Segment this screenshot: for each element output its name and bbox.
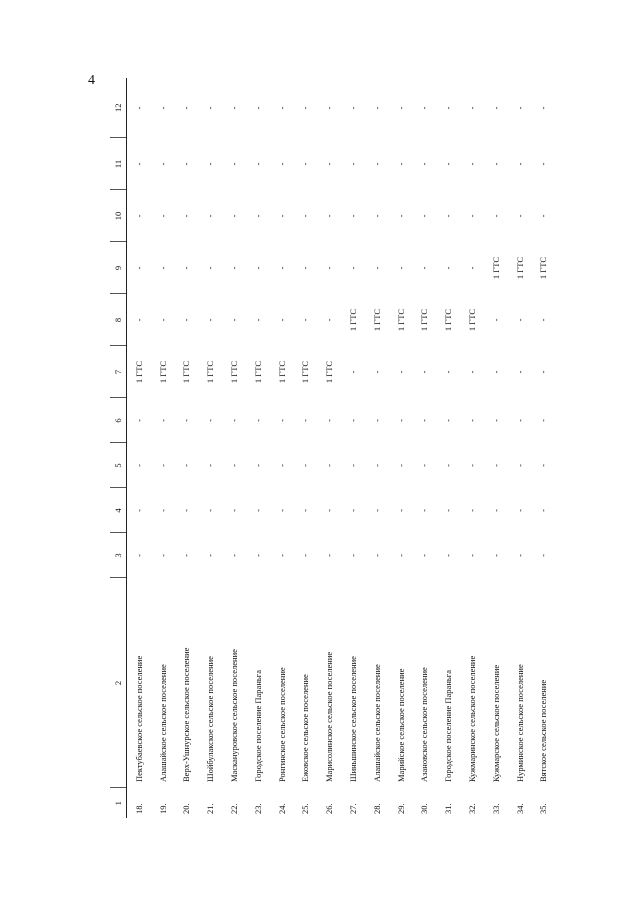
row-number: 32. (467, 803, 478, 814)
cell-value: - (490, 106, 501, 110)
cell-value: - (252, 509, 263, 512)
settlement-name: Марийское сельское поселение (395, 668, 406, 782)
cell-value: - (324, 554, 335, 557)
cell-value: - (467, 509, 478, 512)
cell-value: - (348, 214, 359, 218)
cell-value: - (443, 554, 454, 557)
table-row (341, 78, 365, 818)
cell-value: - (467, 162, 478, 166)
table-row (532, 78, 556, 818)
cell-value: - (300, 106, 311, 110)
cell-value: - (371, 464, 382, 467)
cell-value: - (133, 509, 144, 512)
cell-value: - (443, 370, 454, 374)
cell-value: 1 ГТС (229, 360, 240, 384)
cell-value: - (467, 106, 478, 110)
cell-value: - (205, 554, 216, 557)
column-header-9: 9 (110, 242, 127, 294)
cell-value: - (181, 509, 192, 512)
cell-value: 1 ГТС (276, 360, 287, 384)
page-number: 4 (88, 73, 95, 88)
cell-value: - (324, 419, 335, 422)
cell-value: - (395, 370, 406, 374)
cell-value: - (490, 554, 501, 557)
cell-value: - (395, 214, 406, 218)
table-row (508, 78, 532, 818)
cell-value: 1 ГТС (514, 256, 525, 280)
cell-value: - (538, 318, 549, 322)
column-header-6: 6 (110, 398, 127, 443)
cell-value: 1 ГТС (300, 360, 311, 384)
cell-value: - (181, 419, 192, 422)
rotated-table-container (110, 78, 580, 818)
cell-value: - (300, 554, 311, 557)
cell-value: - (133, 214, 144, 218)
cell-value: 1 ГТС (371, 308, 382, 332)
settlement-name: Марисолинское сельское поселение (324, 651, 335, 782)
cell-value: - (181, 464, 192, 467)
cell-value: - (348, 419, 359, 422)
cell-value: - (443, 162, 454, 166)
table-row (413, 78, 437, 818)
cell-value: 1 ГТС (467, 308, 478, 332)
settlement-name: Ронгинское сельское поселение (276, 667, 287, 782)
cell-value: - (443, 464, 454, 467)
cell-value: - (133, 464, 144, 467)
cell-value: - (205, 214, 216, 218)
cell-value: - (467, 554, 478, 557)
cell-value: - (181, 106, 192, 110)
settlement-name: Кужмаринское сельское поселение (467, 655, 478, 782)
cell-value: - (133, 162, 144, 166)
cell-value: - (419, 214, 430, 218)
cell-value: - (205, 464, 216, 467)
column-header-2: 2 (110, 578, 127, 788)
cell-value: - (157, 464, 168, 467)
cell-value: - (371, 419, 382, 422)
cell-value: - (395, 162, 406, 166)
cell-value: - (538, 419, 549, 422)
cell-value: - (467, 370, 478, 374)
cell-value: - (157, 214, 168, 218)
cell-value: - (443, 106, 454, 110)
settlement-name: Шиньшинское сельское поселение (348, 656, 359, 782)
cell-value: - (419, 464, 430, 467)
cell-value: - (348, 554, 359, 557)
table-row (222, 78, 246, 818)
column-header-7: 7 (110, 346, 127, 398)
table-row (460, 78, 484, 818)
cell-value: - (205, 509, 216, 512)
cell-value: - (514, 318, 525, 322)
cell-value: - (395, 419, 406, 422)
cell-value: - (538, 370, 549, 374)
settlement-name: Городское поселение Параньга (252, 669, 263, 782)
settlement-name: Алашайское сельское поселение (371, 664, 382, 782)
cell-value: 1 ГТС (157, 360, 168, 384)
cell-value: - (205, 106, 216, 110)
cell-value: - (348, 464, 359, 467)
cell-value: - (157, 419, 168, 422)
table-row (317, 78, 341, 818)
cell-value: - (395, 106, 406, 110)
data-table (110, 78, 555, 818)
cell-value: - (157, 106, 168, 110)
table-row (294, 78, 318, 818)
cell-value: - (514, 554, 525, 557)
cell-value: - (324, 318, 335, 322)
cell-value: - (348, 162, 359, 166)
cell-value: - (300, 318, 311, 322)
cell-value: - (371, 106, 382, 110)
cell-value: - (276, 106, 287, 110)
cell-value: 1 ГТС (252, 360, 263, 384)
cell-value: - (276, 162, 287, 166)
cell-value: - (395, 266, 406, 270)
row-number: 33. (490, 803, 501, 814)
cell-value: - (467, 419, 478, 422)
row-number: 25. (300, 803, 311, 814)
cell-value: - (205, 162, 216, 166)
header-row (110, 78, 127, 818)
cell-value: - (229, 554, 240, 557)
cell-value: - (205, 318, 216, 322)
cell-value: - (348, 106, 359, 110)
cell-value: - (133, 266, 144, 270)
settlement-name: Городское поселение Параньга (443, 669, 454, 782)
cell-value: - (371, 162, 382, 166)
cell-value: - (276, 509, 287, 512)
cell-value: - (133, 318, 144, 322)
cell-value: - (324, 509, 335, 512)
cell-value: - (514, 162, 525, 166)
row-number: 27. (348, 803, 359, 814)
cell-value: - (276, 554, 287, 557)
table-row (365, 78, 389, 818)
cell-value: - (181, 554, 192, 557)
cell-value: 1 ГТС (324, 360, 335, 384)
column-header-5: 5 (110, 443, 127, 488)
cell-value: - (538, 509, 549, 512)
cell-value: - (395, 554, 406, 557)
cell-value: - (538, 106, 549, 110)
row-number: 35. (538, 803, 549, 814)
cell-value: - (324, 106, 335, 110)
cell-value: - (300, 509, 311, 512)
settlement-name: Ежовское сельское поселение (300, 674, 311, 782)
cell-value: - (205, 419, 216, 422)
cell-value: - (229, 509, 240, 512)
cell-value: - (300, 214, 311, 218)
cell-value: - (205, 266, 216, 270)
column-header-3: 3 (110, 533, 127, 578)
column-header-11: 11 (110, 138, 127, 190)
cell-value: - (443, 419, 454, 422)
cell-value: - (252, 266, 263, 270)
cell-value: - (348, 509, 359, 512)
cell-value: - (443, 266, 454, 270)
cell-value: - (276, 464, 287, 467)
table-row (127, 78, 151, 818)
table-row (151, 78, 175, 818)
row-number: 30. (419, 803, 430, 814)
cell-value: - (229, 266, 240, 270)
cell-value: - (514, 509, 525, 512)
settlement-name: Маскануровское сельское поселение (229, 649, 240, 782)
cell-value: - (276, 318, 287, 322)
cell-value: - (514, 464, 525, 467)
table-row (436, 78, 460, 818)
cell-value: - (252, 464, 263, 467)
cell-value: - (395, 464, 406, 467)
cell-value: - (467, 464, 478, 467)
cell-value: - (181, 266, 192, 270)
cell-value: 1 ГТС (443, 308, 454, 332)
cell-value: - (133, 106, 144, 110)
row-number: 24. (276, 803, 287, 814)
cell-value: - (371, 509, 382, 512)
cell-value: - (300, 266, 311, 270)
cell-value: - (467, 266, 478, 270)
cell-value: - (371, 266, 382, 270)
cell-value: - (252, 214, 263, 218)
cell-value: - (133, 554, 144, 557)
cell-value: - (348, 370, 359, 374)
settlement-name: Кужмарское сельское поселение (490, 664, 501, 782)
cell-value: - (514, 419, 525, 422)
row-number: 18. (133, 803, 144, 814)
cell-value: - (276, 266, 287, 270)
row-number: 34. (514, 803, 525, 814)
column-header-12: 12 (110, 78, 127, 138)
cell-value: - (443, 509, 454, 512)
cell-value: - (252, 419, 263, 422)
cell-value: - (276, 419, 287, 422)
cell-value: - (229, 318, 240, 322)
cell-value: - (443, 214, 454, 218)
cell-value: - (181, 318, 192, 322)
column-header-10: 10 (110, 190, 127, 242)
cell-value: - (324, 214, 335, 218)
settlement-name: Азановское сельское поселение (419, 667, 430, 782)
cell-value: - (490, 464, 501, 467)
cell-value: - (133, 419, 144, 422)
cell-value: - (538, 554, 549, 557)
table-row (389, 78, 413, 818)
cell-value: - (157, 266, 168, 270)
cell-value: 1 ГТС (538, 256, 549, 280)
settlement-name: Шойбулакское сельское поселение (205, 656, 216, 782)
settlement-name: Нурминское сельское поселение (514, 664, 525, 782)
cell-value: - (490, 509, 501, 512)
cell-value: - (514, 370, 525, 374)
cell-value: - (419, 419, 430, 422)
cell-value: - (229, 419, 240, 422)
cell-value: - (157, 509, 168, 512)
cell-value: - (252, 106, 263, 110)
cell-value: 1 ГТС (133, 360, 144, 384)
cell-value: 1 ГТС (181, 360, 192, 384)
cell-value: - (324, 162, 335, 166)
cell-value: - (419, 106, 430, 110)
cell-value: - (538, 214, 549, 218)
cell-value: - (181, 214, 192, 218)
row-number: 29. (395, 803, 406, 814)
column-header-4: 4 (110, 488, 127, 533)
cell-value: - (300, 162, 311, 166)
settlement-name: Вятское сельское поселение (538, 679, 549, 782)
cell-value: - (490, 318, 501, 322)
cell-value: - (419, 162, 430, 166)
cell-value: - (514, 106, 525, 110)
cell-value: 1 ГТС (348, 308, 359, 332)
table-row (246, 78, 270, 818)
cell-value: 1 ГТС (490, 256, 501, 280)
cell-value: - (300, 419, 311, 422)
table-row (484, 78, 508, 818)
cell-value: - (252, 318, 263, 322)
cell-value: - (348, 266, 359, 270)
cell-value: - (467, 214, 478, 218)
cell-value: - (490, 419, 501, 422)
column-header-1: 1 (110, 788, 127, 818)
cell-value: 1 ГТС (419, 308, 430, 332)
cell-value: - (324, 464, 335, 467)
cell-value: - (371, 554, 382, 557)
cell-value: - (229, 214, 240, 218)
row-number: 26. (324, 803, 335, 814)
cell-value: - (419, 509, 430, 512)
row-number: 22. (229, 803, 240, 814)
row-number: 19. (157, 803, 168, 814)
cell-value: - (490, 214, 501, 218)
cell-value: - (419, 370, 430, 374)
table-row (270, 78, 294, 818)
cell-value: - (395, 509, 406, 512)
cell-value: 1 ГТС (205, 360, 216, 384)
cell-value: - (490, 370, 501, 374)
cell-value: - (252, 162, 263, 166)
cell-value: - (300, 464, 311, 467)
cell-value: - (514, 214, 525, 218)
cell-value: - (538, 162, 549, 166)
cell-value: - (538, 464, 549, 467)
cell-value: - (157, 554, 168, 557)
cell-value: - (229, 464, 240, 467)
cell-value: - (157, 318, 168, 322)
cell-value: - (229, 106, 240, 110)
cell-value: - (276, 214, 287, 218)
cell-value: - (157, 162, 168, 166)
cell-value: - (324, 266, 335, 270)
column-header-8: 8 (110, 294, 127, 346)
row-number: 20. (181, 803, 192, 814)
cell-value: - (229, 162, 240, 166)
cell-value: - (490, 162, 501, 166)
row-number: 23. (252, 803, 263, 814)
cell-value: - (419, 554, 430, 557)
settlement-name: Алашайское сельское поселение (157, 664, 168, 782)
cell-value: - (252, 554, 263, 557)
cell-value: - (419, 266, 430, 270)
cell-value: 1 ГТС (395, 308, 406, 332)
cell-value: - (181, 162, 192, 166)
table-row (175, 78, 199, 818)
settlement-name: Верх-Ушнурское сельское поселение (181, 647, 192, 782)
cell-value: - (371, 370, 382, 374)
row-number: 21. (205, 803, 216, 814)
table-row (198, 78, 222, 818)
row-number: 28. (371, 803, 382, 814)
settlement-name: Пектубаевское сельское поселение (133, 655, 144, 782)
cell-value: - (371, 214, 382, 218)
row-number: 31. (443, 803, 454, 814)
